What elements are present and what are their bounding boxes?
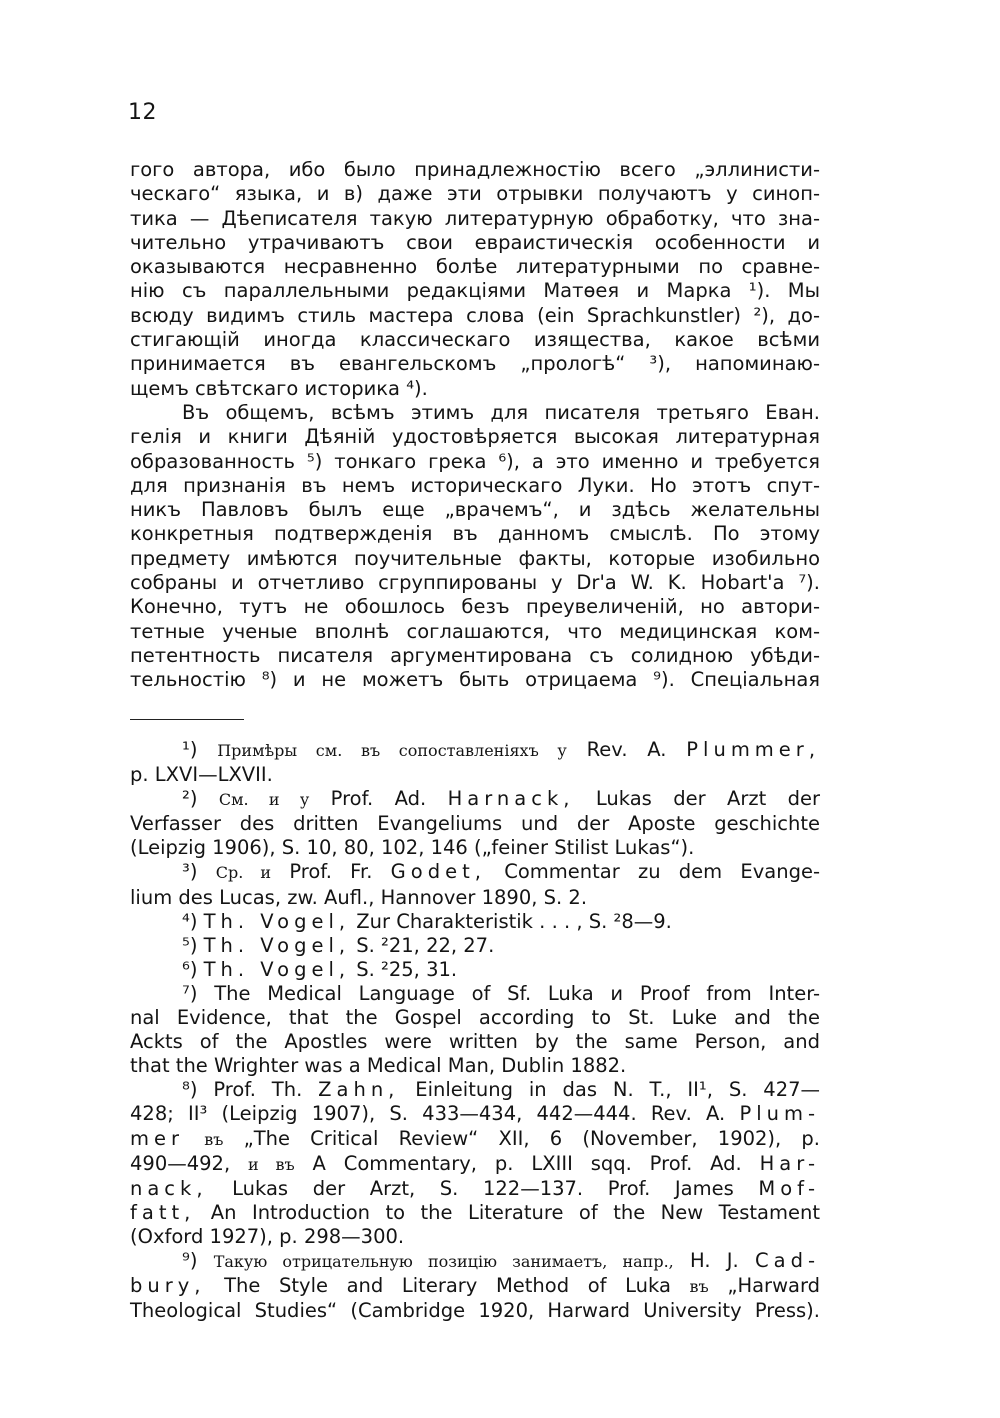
text-line: никъ Павловъ былъ еще „врачемъ“, и здѣсь желательны: [130, 498, 820, 522]
footnote-text: S. ²21, 22, 27.: [356, 933, 495, 957]
text-line: щемъ свѣтскаго историка ⁴).: [130, 376, 428, 400]
text-line: Въ общемъ, всѣмъ этимъ для писателя третьяго Еван.: [182, 400, 820, 424]
footnote-8-line: [130, 1201, 820, 1225]
text-line: образованность ⁵) тонкаго грека ⁶), а это именно и требуется: [130, 449, 820, 473]
author-name: Th. Vogel,: [203, 933, 351, 957]
footnote-8-line: (Oxford 1927), p. 298—300.: [130, 1224, 405, 1248]
footnote-8-line: [130, 1152, 820, 1177]
author-name: Th. Vogel,: [203, 957, 351, 981]
footnote-number: ⁸): [182, 1078, 198, 1102]
footnote-8-line: [130, 1127, 820, 1152]
footnote-text: H. J.: [690, 1248, 739, 1272]
author-name: Har-: [759, 1151, 821, 1175]
text-line: гелія и книги Дѣяній удостовѣряется высокая литературная: [130, 425, 820, 449]
footnote-text: S. ²25, 31.: [356, 957, 458, 981]
footnote-text: „The Critical Review“ XII, 6 (November, 1902), p.: [243, 1126, 820, 1150]
footnote-text: 490—492,: [130, 1151, 231, 1175]
footnote-number: ⁶): [182, 957, 198, 981]
main-text: [130, 158, 820, 693]
footnote-number: ¹): [182, 738, 198, 761]
footnote-text: Lukas der Arzt, S. 122—137. Prof. James: [232, 1176, 734, 1200]
footnote-text: Prof. Fr.: [289, 860, 373, 884]
footnote-9-line: [130, 1274, 820, 1299]
text-line: тика — Дѣеписателя такую литературную обработку, что зна-: [130, 206, 820, 230]
footnote-3-line: lium des Lucas, zw. Aufl., Hannover 1890, S. 2.: [130, 885, 588, 909]
footnote-5: [130, 934, 820, 958]
text-line: чительно утрачиваютъ свои евраистическія особенности и: [130, 230, 820, 254]
author-name: Cad-: [755, 1248, 820, 1272]
author-name: Th. Vogel,: [203, 909, 351, 933]
text-line: Конечно, тутъ не обошлось безъ преувеличеній, но автори-: [130, 595, 820, 619]
footnote-text: „Harward: [727, 1274, 821, 1298]
footnote-7-line: Ackts of the Apostles were written by the same Person, and: [130, 1030, 820, 1054]
text-line: петентность писателя аргументирована съ солидною убѣди-: [130, 643, 820, 667]
footnote-1: [130, 738, 820, 763]
footnote-text: A Commentary, p. LXIII sqq. Prof. Ad.: [312, 1151, 742, 1175]
author-name: bury,: [130, 1274, 206, 1298]
footnote-text: Commentar zu dem Evange-: [504, 860, 821, 884]
footnote-text-ru: Такую отрицательную позицію занимаетъ, напр.,: [213, 1251, 674, 1271]
footnote-text: The Style and Literary Method of Luka: [224, 1274, 671, 1298]
author-name: Godet,: [390, 860, 486, 884]
text-line: стигающій иногда классическаго изящества, какое всѣми: [130, 328, 820, 352]
footnote-text-ru: и въ: [248, 1154, 295, 1174]
footnote-3: [130, 860, 820, 885]
footnote-separator: [130, 719, 244, 720]
text-line: гого автора, ибо было принадлежностію всего „эллинисти-: [130, 158, 820, 181]
footnote-text: Zur Charakteristik . . . , S. ²8—9.: [356, 909, 672, 933]
footnote-7: [130, 982, 820, 1006]
footnote-text: Prof. Ad.: [330, 787, 427, 811]
footnotes: [130, 738, 820, 1323]
author-name: fatt,: [130, 1200, 196, 1224]
footnote-2-line: Verfasser des dritten Evangeliums und der Aposte geschichte: [130, 812, 820, 836]
footnote-number: ⁷): [182, 981, 198, 1005]
author-name: nack,: [130, 1176, 208, 1200]
footnote-6: [130, 958, 820, 982]
text-line: оказываются несравненно болѣе литературными по сравне-: [130, 255, 820, 279]
footnote-text-ru: Примѣры см. въ сопоставленіяхъ у: [217, 741, 567, 760]
author-name: Plum-: [739, 1102, 821, 1126]
footnote-text: Einleitung in das N. T., II¹, S. 427—: [415, 1078, 821, 1102]
footnote-text: Prof. Th.: [213, 1078, 303, 1102]
footnote-8-line: [130, 1177, 820, 1201]
text-line: всюду видимъ стиль мастера слова (ein Sprachkunstler) ²), до-: [130, 303, 820, 327]
page-number: 12: [128, 100, 157, 125]
footnote-text: An Introduction to the Literature of the New Testament: [210, 1200, 820, 1224]
footnote-2: [130, 787, 820, 812]
author-name: Plummer,: [686, 738, 821, 761]
footnote-text-ru: Ср. и: [215, 863, 272, 883]
footnote-text-ru: См. и у: [218, 790, 310, 810]
footnote-text: The Medical Language of Sf. Luka и Proof from Inter-: [214, 981, 820, 1005]
text-line: собраны и отчетливо сгруппированы у Dr'a W. K. Hobart'a ⁷).: [130, 571, 820, 595]
footnote-9: [130, 1249, 820, 1274]
footnote-7-line: nal Evidence, that the Gospel according to St. Luke and the: [130, 1006, 820, 1030]
footnote-text-ru: въ: [689, 1277, 709, 1297]
footnote-2-line: (Leipzig 1906), S. 10, 80, 102, 146 („feiner Stilist Lukas“).: [130, 836, 695, 860]
text-line: предмету имѣются поучительные факты, которые изобильно: [130, 546, 820, 570]
footnote-text: 428; II³ (Leipzig 1907), S. 433—434, 442—444. Rev. A.: [130, 1102, 726, 1126]
footnote-number: ³): [182, 860, 198, 884]
text-line: конкретныя подтвержденія въ данномъ смыслѣ. По этому: [130, 522, 820, 546]
footnote-9-line: Theological Studies“ (Cambridge 1920, Harward University Press).: [130, 1299, 820, 1323]
footnote-8-line: [130, 1102, 820, 1126]
footnote-number: ²): [182, 787, 198, 811]
text-line: нію съ параллельными редакціями Матѳея и Марка ¹). Мы: [130, 279, 820, 303]
text-line: тетные ученые вполнѣ соглашаются, что медицинская ком-: [130, 619, 820, 643]
author-name: Harnack,: [447, 787, 575, 811]
footnote-text: Rev. A.: [586, 738, 667, 761]
footnote-text-ru: въ: [204, 1129, 224, 1149]
text-line: ческаго“ языка, и в) даже эти отрывки получаютъ у синоп-: [130, 182, 820, 206]
text-line: для признанія въ немъ историческаго Луки. Но этотъ спут-: [130, 473, 820, 497]
footnote-8: [130, 1078, 820, 1102]
text-line: принимается въ евангельскомъ „прологѣ“ ³), напоминаю-: [130, 352, 820, 376]
footnote-text: Lukas der Arzt der: [595, 787, 821, 811]
footnote-1-line: p. LXVI—LXVII.: [130, 763, 273, 787]
author-name: Mof-: [758, 1176, 820, 1200]
footnote-7-line: that the Wrighter was a Medical Man, Dublin 1882.: [130, 1054, 627, 1078]
text-line: тельностію ⁸) и не можетъ быть отрицаема ⁹). Спеціальная: [130, 668, 820, 692]
footnote-number: ⁵): [182, 933, 198, 957]
footnote-number: ⁹): [182, 1248, 198, 1272]
footnote-number: ⁴): [182, 909, 198, 933]
footnote-4: [130, 910, 820, 934]
author-name: Zahn,: [318, 1078, 400, 1102]
author-name: mer: [130, 1126, 185, 1150]
